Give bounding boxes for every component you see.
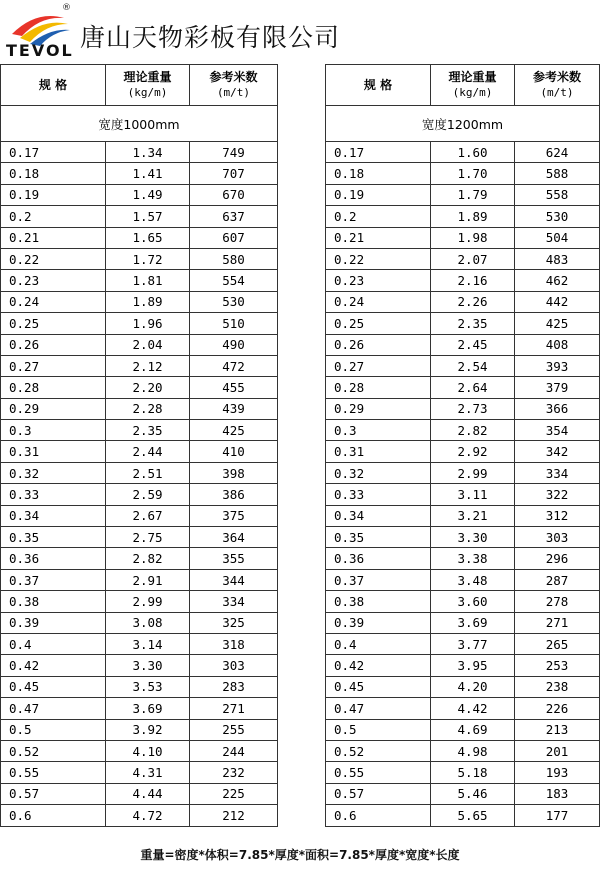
table-row	[1, 270, 278, 291]
spec-cell: 0.39	[1, 612, 106, 633]
table-row	[1, 783, 278, 804]
length-cell: 213	[515, 719, 600, 740]
table-row	[1, 313, 278, 334]
table-row	[1, 569, 278, 590]
header-length-unit: (m/t)	[540, 86, 574, 99]
table-row	[1, 462, 278, 483]
weight-cell: 3.30	[106, 655, 190, 676]
weight-cell: 3.92	[106, 719, 190, 740]
length-cell: 271	[190, 698, 278, 719]
table-row	[1, 505, 278, 526]
weight-cell: 4.44	[106, 783, 190, 804]
header-weight-label: 理论重量	[123, 70, 172, 84]
length-cell: 296	[515, 548, 600, 569]
length-cell: 749	[190, 142, 278, 163]
spec-cell: 0.22	[1, 248, 106, 269]
table-row	[326, 484, 600, 505]
table-row	[326, 783, 600, 804]
table-row	[1, 227, 278, 248]
weight-cell: 1.89	[431, 206, 515, 227]
table-row	[326, 206, 600, 227]
length-cell: 312	[515, 505, 600, 526]
spec-cell: 0.27	[326, 355, 431, 376]
table-row	[1, 398, 278, 419]
width-label: 宽度1000mm	[1, 106, 278, 142]
spec-cell: 0.42	[1, 655, 106, 676]
table-row	[326, 377, 600, 398]
spec-cell: 0.32	[1, 462, 106, 483]
weight-cell: 3.77	[431, 633, 515, 654]
weight-formula: 重量=密度*体积=7.85*厚度*面积=7.85*厚度*宽度*长度	[140, 848, 460, 862]
weight-cell: 2.35	[106, 420, 190, 441]
length-cell: 442	[515, 291, 600, 312]
spec-cell: 0.6	[326, 805, 431, 826]
spec-cell: 0.37	[326, 569, 431, 590]
table-row	[326, 527, 600, 548]
length-cell: 624	[515, 142, 600, 163]
spec-cell: 0.47	[1, 698, 106, 719]
length-cell: 287	[515, 569, 600, 590]
weight-cell: 1.96	[106, 313, 190, 334]
length-cell: 462	[515, 270, 600, 291]
spec-cell: 0.38	[1, 591, 106, 612]
length-cell: 354	[515, 420, 600, 441]
spec-cell: 0.52	[1, 740, 106, 761]
table-header-row	[326, 65, 600, 106]
spec-cell: 0.52	[326, 740, 431, 761]
weight-cell: 2.64	[431, 377, 515, 398]
header-length-label: 参考米数	[532, 70, 581, 84]
logo-text: TEVOL	[6, 41, 74, 60]
spec-cell: 0.25	[1, 313, 106, 334]
length-cell: 554	[190, 270, 278, 291]
table-row	[1, 719, 278, 740]
table-row	[326, 612, 600, 633]
header-length-label: 参考米数	[209, 70, 258, 84]
table-row	[1, 612, 278, 633]
length-cell: 232	[190, 762, 278, 783]
spec-cell: 0.55	[1, 762, 106, 783]
spec-cell: 0.18	[326, 163, 431, 184]
width-label: 宽度1200mm	[326, 106, 600, 142]
spec-cell: 0.21	[1, 227, 106, 248]
table-row	[326, 270, 600, 291]
length-cell: 483	[515, 248, 600, 269]
weight-cell: 2.26	[431, 291, 515, 312]
weight-cell: 3.53	[106, 676, 190, 697]
table-row	[326, 505, 600, 526]
table-row	[326, 633, 600, 654]
length-cell: 393	[515, 355, 600, 376]
weight-cell: 3.48	[431, 569, 515, 590]
table-row	[326, 591, 600, 612]
length-cell: 386	[190, 484, 278, 505]
weight-cell: 3.11	[431, 484, 515, 505]
table-row	[326, 762, 600, 783]
spec-cell: 0.36	[1, 548, 106, 569]
table-row	[326, 441, 600, 462]
table-row	[1, 377, 278, 398]
weight-cell: 2.99	[431, 462, 515, 483]
spec-cell: 0.25	[326, 313, 431, 334]
spec-cell: 0.18	[1, 163, 106, 184]
length-cell: 530	[190, 291, 278, 312]
length-cell: 707	[190, 163, 278, 184]
table-row	[326, 655, 600, 676]
table-row	[1, 484, 278, 505]
table-row	[1, 698, 278, 719]
length-cell: 303	[190, 655, 278, 676]
spec-cell: 0.17	[1, 142, 106, 163]
length-cell: 303	[515, 527, 600, 548]
table-row	[1, 548, 278, 569]
table-row	[326, 355, 600, 376]
spec-cell: 0.6	[1, 805, 106, 826]
length-cell: 278	[515, 591, 600, 612]
header-length-unit: (m/t)	[216, 86, 251, 99]
weight-cell: 3.38	[431, 548, 515, 569]
table-row	[326, 398, 600, 419]
weight-cell: 2.92	[431, 441, 515, 462]
length-cell: 588	[515, 163, 600, 184]
weight-cell: 1.72	[106, 248, 190, 269]
weight-cell: 1.49	[106, 184, 190, 205]
spec-cell: 0.42	[326, 655, 431, 676]
spec-cell: 0.22	[326, 248, 431, 269]
weight-cell: 1.81	[106, 270, 190, 291]
spec-cell: 0.31	[326, 441, 431, 462]
header-weight-unit: (kg/m)	[127, 86, 168, 99]
header-weight-unit: (kg/m)	[452, 86, 493, 99]
length-cell: 318	[190, 633, 278, 654]
length-cell: 490	[190, 334, 278, 355]
length-cell: 425	[190, 420, 278, 441]
spec-cell: 0.26	[1, 334, 106, 355]
weight-cell: 3.69	[431, 612, 515, 633]
spec-cell: 0.55	[326, 762, 431, 783]
spec-cell: 0.19	[326, 184, 431, 205]
table-row	[326, 163, 600, 184]
company-name: 唐山天物彩板有限公司	[80, 23, 341, 52]
weight-cell: 2.99	[106, 591, 190, 612]
table-row	[326, 142, 600, 163]
spec-cell: 0.33	[326, 484, 431, 505]
length-cell: 177	[515, 805, 600, 826]
spec-cell: 0.28	[326, 377, 431, 398]
table-row	[1, 740, 278, 761]
spec-cell: 0.24	[1, 291, 106, 312]
length-cell: 607	[190, 227, 278, 248]
spec-cell: 0.33	[1, 484, 106, 505]
spec-cell: 0.19	[1, 184, 106, 205]
weight-cell: 5.46	[431, 783, 515, 804]
length-cell: 344	[190, 569, 278, 590]
weight-cell: 2.54	[431, 355, 515, 376]
weight-cell: 2.75	[106, 527, 190, 548]
spec-cell: 0.3	[326, 420, 431, 441]
weight-cell: 2.44	[106, 441, 190, 462]
spec-cell: 0.5	[1, 719, 106, 740]
weight-cell: 3.60	[431, 591, 515, 612]
spec-cell: 0.3	[1, 420, 106, 441]
spec-cell: 0.4	[1, 633, 106, 654]
weight-cell: 2.51	[106, 462, 190, 483]
weight-cell: 3.14	[106, 633, 190, 654]
table-row	[1, 762, 278, 783]
header-spec: 规 格	[326, 65, 431, 106]
table-row	[326, 740, 600, 761]
weight-cell: 1.98	[431, 227, 515, 248]
weight-cell: 2.59	[106, 484, 190, 505]
weight-cell: 1.89	[106, 291, 190, 312]
spec-cell: 0.28	[1, 377, 106, 398]
weight-cell: 2.12	[106, 355, 190, 376]
spec-cell: 0.29	[1, 398, 106, 419]
weight-cell: 4.69	[431, 719, 515, 740]
weight-cell: 2.07	[431, 248, 515, 269]
spec-cell: 0.47	[326, 698, 431, 719]
page-header	[0, 0, 600, 64]
table-row	[1, 184, 278, 205]
weight-cell: 4.42	[431, 698, 515, 719]
spec-cell: 0.29	[326, 398, 431, 419]
spec-cell: 0.24	[326, 291, 431, 312]
length-cell: 283	[190, 676, 278, 697]
header-length	[190, 65, 278, 106]
weight-cell: 3.30	[431, 527, 515, 548]
weight-cell: 4.31	[106, 762, 190, 783]
table-row	[1, 291, 278, 312]
length-cell: 255	[190, 719, 278, 740]
registered-mark: ®	[62, 3, 71, 13]
spec-cell: 0.35	[326, 527, 431, 548]
table-row	[326, 569, 600, 590]
table-row	[1, 676, 278, 697]
weight-cell: 2.16	[431, 270, 515, 291]
spec-cell: 0.32	[326, 462, 431, 483]
weight-cell: 1.41	[106, 163, 190, 184]
spec-cell: 0.34	[326, 505, 431, 526]
length-cell: 472	[190, 355, 278, 376]
weight-cell: 2.73	[431, 398, 515, 419]
length-cell: 375	[190, 505, 278, 526]
weight-cell: 1.57	[106, 206, 190, 227]
length-cell: 379	[515, 377, 600, 398]
weight-cell: 4.98	[431, 740, 515, 761]
header-length	[515, 65, 600, 106]
length-cell: 364	[190, 527, 278, 548]
table-row	[1, 633, 278, 654]
weight-cell: 1.34	[106, 142, 190, 163]
spec-cell: 0.37	[1, 569, 106, 590]
spec-cell: 0.26	[326, 334, 431, 355]
spec-cell: 0.34	[1, 505, 106, 526]
spec-cell: 0.31	[1, 441, 106, 462]
table-row	[1, 655, 278, 676]
weight-cell: 2.28	[106, 398, 190, 419]
weight-cell: 1.79	[431, 184, 515, 205]
table-row	[1, 163, 278, 184]
length-cell: 530	[515, 206, 600, 227]
spec-cell: 0.2	[1, 206, 106, 227]
length-cell: 183	[515, 783, 600, 804]
weight-cell: 5.18	[431, 762, 515, 783]
table-row	[326, 805, 600, 826]
spec-table-1200mm	[325, 64, 600, 827]
length-cell: 558	[515, 184, 600, 205]
length-cell: 334	[190, 591, 278, 612]
spec-cell: 0.23	[326, 270, 431, 291]
length-cell: 637	[190, 206, 278, 227]
spec-cell: 0.23	[1, 270, 106, 291]
weight-cell: 3.21	[431, 505, 515, 526]
spec-cell: 0.5	[326, 719, 431, 740]
spec-cell: 0.2	[326, 206, 431, 227]
length-cell: 212	[190, 805, 278, 826]
spec-cell: 0.57	[326, 783, 431, 804]
weight-cell: 1.70	[431, 163, 515, 184]
table-row	[326, 227, 600, 248]
spec-cell: 0.45	[1, 676, 106, 697]
weight-cell: 4.20	[431, 676, 515, 697]
weight-cell: 3.08	[106, 612, 190, 633]
spec-cell: 0.4	[326, 633, 431, 654]
table-row	[326, 462, 600, 483]
weight-cell: 5.65	[431, 805, 515, 826]
length-cell: 265	[515, 633, 600, 654]
table-header-row	[1, 65, 278, 106]
length-cell: 410	[190, 441, 278, 462]
table-row	[326, 184, 600, 205]
spec-cell: 0.35	[1, 527, 106, 548]
table-row	[1, 805, 278, 826]
length-cell: 504	[515, 227, 600, 248]
length-cell: 271	[515, 612, 600, 633]
spec-cell: 0.39	[326, 612, 431, 633]
table-row	[326, 334, 600, 355]
length-cell: 398	[190, 462, 278, 483]
weight-cell: 2.82	[431, 420, 515, 441]
length-cell: 322	[515, 484, 600, 505]
weight-cell: 2.82	[106, 548, 190, 569]
spec-table-1000mm	[0, 64, 278, 827]
length-cell: 425	[515, 313, 600, 334]
table-row	[1, 441, 278, 462]
length-cell: 244	[190, 740, 278, 761]
table-row	[326, 698, 600, 719]
weight-cell: 1.60	[431, 142, 515, 163]
length-cell: 366	[515, 398, 600, 419]
weight-cell: 4.10	[106, 740, 190, 761]
table-row	[326, 719, 600, 740]
weight-cell: 2.20	[106, 377, 190, 398]
table-row	[326, 676, 600, 697]
table-row	[326, 291, 600, 312]
table-row	[1, 591, 278, 612]
spec-cell: 0.27	[1, 355, 106, 376]
length-cell: 238	[515, 676, 600, 697]
table-row	[326, 313, 600, 334]
length-cell: 201	[515, 740, 600, 761]
spec-cell: 0.57	[1, 783, 106, 804]
length-cell: 510	[190, 313, 278, 334]
table-row	[1, 527, 278, 548]
spec-cell: 0.38	[326, 591, 431, 612]
spec-cell: 0.17	[326, 142, 431, 163]
table-row	[1, 420, 278, 441]
table-row	[1, 334, 278, 355]
length-cell: 670	[190, 184, 278, 205]
table-row	[1, 142, 278, 163]
length-cell: 342	[515, 441, 600, 462]
length-cell: 253	[515, 655, 600, 676]
length-cell: 455	[190, 377, 278, 398]
length-cell: 226	[515, 698, 600, 719]
header-weight-label: 理论重量	[448, 70, 497, 84]
weight-cell: 4.72	[106, 805, 190, 826]
spec-cell: 0.36	[326, 548, 431, 569]
table-row	[1, 206, 278, 227]
spec-cell: 0.45	[326, 676, 431, 697]
length-cell: 580	[190, 248, 278, 269]
weight-cell: 1.65	[106, 227, 190, 248]
length-cell: 325	[190, 612, 278, 633]
table-row	[326, 248, 600, 269]
length-cell: 439	[190, 398, 278, 419]
header-weight	[106, 65, 190, 106]
length-cell: 355	[190, 548, 278, 569]
weight-cell: 2.35	[431, 313, 515, 334]
weight-cell: 2.04	[106, 334, 190, 355]
length-cell: 334	[515, 462, 600, 483]
table-row	[326, 420, 600, 441]
table-row	[326, 548, 600, 569]
header-spec: 规 格	[1, 65, 106, 106]
weight-cell: 2.67	[106, 505, 190, 526]
spec-cell: 0.21	[326, 227, 431, 248]
weight-cell: 2.45	[431, 334, 515, 355]
table-row	[1, 248, 278, 269]
weight-cell: 3.69	[106, 698, 190, 719]
length-cell: 408	[515, 334, 600, 355]
table-row	[1, 355, 278, 376]
length-cell: 225	[190, 783, 278, 804]
weight-cell: 3.95	[431, 655, 515, 676]
length-cell: 193	[515, 762, 600, 783]
weight-cell: 2.91	[106, 569, 190, 590]
header-weight	[431, 65, 515, 106]
